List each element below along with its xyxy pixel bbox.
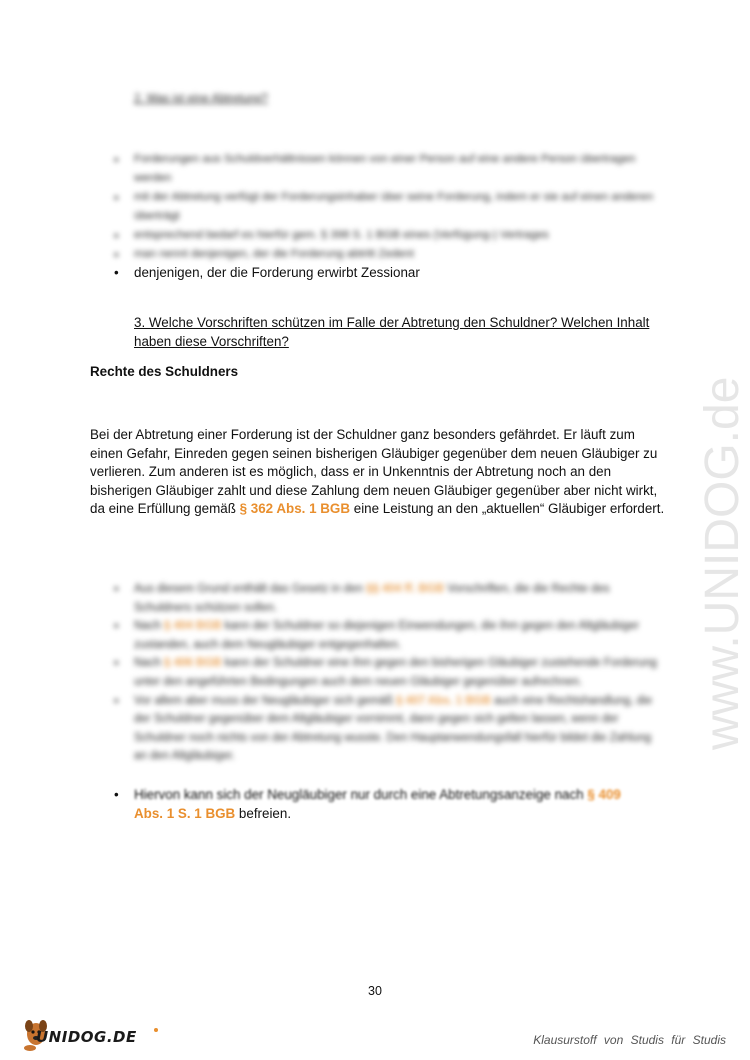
list-item-zessionar: • denjenigen, der die Forderung erwirbt Zessionar xyxy=(134,264,694,283)
footer-tagline: Klausurstoff von Studis für Studis xyxy=(533,1033,726,1047)
law-reference: § 404 BGB xyxy=(164,620,222,633)
question-3-heading: 3. Welche Vorschriften schützen im Falle der Abtretung den Schuldner? Welchen Inhalt haben diese Vorschriften? xyxy=(134,315,650,349)
page-number: 30 xyxy=(368,984,382,998)
list-item: • Vor allem aber muss der Neugläubiger sich gemäß § 407 Abs. 1 BGB auch eine Rechtshandlung, die der Schuldner gegenüber dem Altgläubiger vornimmt, dann gegen sich gelten lassen, wenn der Schuldner noch nichts von der Abtretung wusste. Den Hauptanwendungsfall hierfür bildet die Zahlung an den Altgläubiger. xyxy=(114,692,653,763)
list-item: • Nach § 406 BGB kann der Schuldner eine ihm gegen den bisherigen Gläubiger zustehende Forderung unter den angeführten Bedingungen auch dem neuen Gläubiger gegenüber aufrechnen. xyxy=(114,655,657,688)
section-title: Rechte des Schuldners xyxy=(90,364,239,379)
logo-text: UNIDOG.DE xyxy=(36,1028,137,1046)
list-item: • mit der Abtretung verfügt der Forderungsinhaber über seine Forderung, indem er sie auf einen anderen überträgt xyxy=(114,190,654,222)
list-item: • Forderungen aus Schuldverhältnissen können von einer Person auf eine andere Person übertragen werden xyxy=(114,152,636,184)
bullet-icon: • xyxy=(114,265,119,280)
body-paragraph: Bei der Abtretung einer Forderung ist der Schuldner ganz besonders gefährdet. Er läuft zum einen Gefahr, Einreden gegen seinen bisherigen Gläubiger gegenüber dem neuen Gläubiger zu verlieren. Zum anderen ist es möglich, dass er in Unkenntnis der Abtretung noch an den bisherigen Gläubiger zahlt und diese Zahlung dem neuen Gläubiger gegenüber aber nicht wirkt, da eine Erfüllung gemäß § 362 Abs. 1 BGB eine Leistung an den „aktuellen“ Gläubiger erfordert. xyxy=(90,427,665,517)
list-item-abtretungsanzeige: • Hiervon kann sich der Neugläubiger nur durch eine Abtretungsanzeige nach § 409 Abs. 1 S. 1 BGB befreien. xyxy=(114,787,621,821)
bullet-icon: • xyxy=(114,618,119,634)
law-reference: § 362 Abs. 1 BGB xyxy=(239,501,351,517)
schuldner-rights-list xyxy=(114,580,664,766)
list-item: • Aus diesem Grund enthält das Gesetz in den §§ 404 ff. BGB Vorschriften, die die Rechte des Schuldners schützen sollen. xyxy=(114,581,610,614)
watermark xyxy=(630,250,750,770)
law-reference: Abs. 1 S. 1 BGB xyxy=(134,805,236,821)
list-item: • entsprechend bedarf es hierfür gem. § 398 S. 1 BGB eines (Verfügung-) Vertrages xyxy=(114,228,549,243)
law-reference: §§ 404 ff. BGB xyxy=(366,583,445,595)
question-2-heading: 2. Was ist eine Abtretung? xyxy=(134,93,268,105)
bullet-icon: • xyxy=(114,787,119,802)
law-reference: § 407 Abs. 1 BGB xyxy=(396,694,491,707)
bullet-icon: • xyxy=(114,228,119,243)
bullet-icon: • xyxy=(114,655,119,671)
list-item: • man nennt denjenigen, der die Forderung abtritt Zedent xyxy=(114,247,414,262)
bullet-icon: • xyxy=(114,692,119,708)
bullet-icon: • xyxy=(114,247,119,262)
bullet-icon: • xyxy=(114,190,119,205)
watermark-graphic xyxy=(630,250,750,770)
law-reference: § 409 xyxy=(587,787,621,802)
watermark-text: www.UNIDOG.de xyxy=(696,376,749,750)
bullet-icon: • xyxy=(114,581,119,596)
list-item: • Nach § 404 BGB kann der Schuldner so diejenigen Einwendungen, die ihm gegen den Altgläubiger zustanden, auch dem Neugläubiger entgegenhalten. xyxy=(114,618,640,651)
law-reference: § 406 BGB xyxy=(164,657,222,670)
abtretung-bullet-list xyxy=(114,150,654,264)
bullet-icon: • xyxy=(114,152,119,167)
